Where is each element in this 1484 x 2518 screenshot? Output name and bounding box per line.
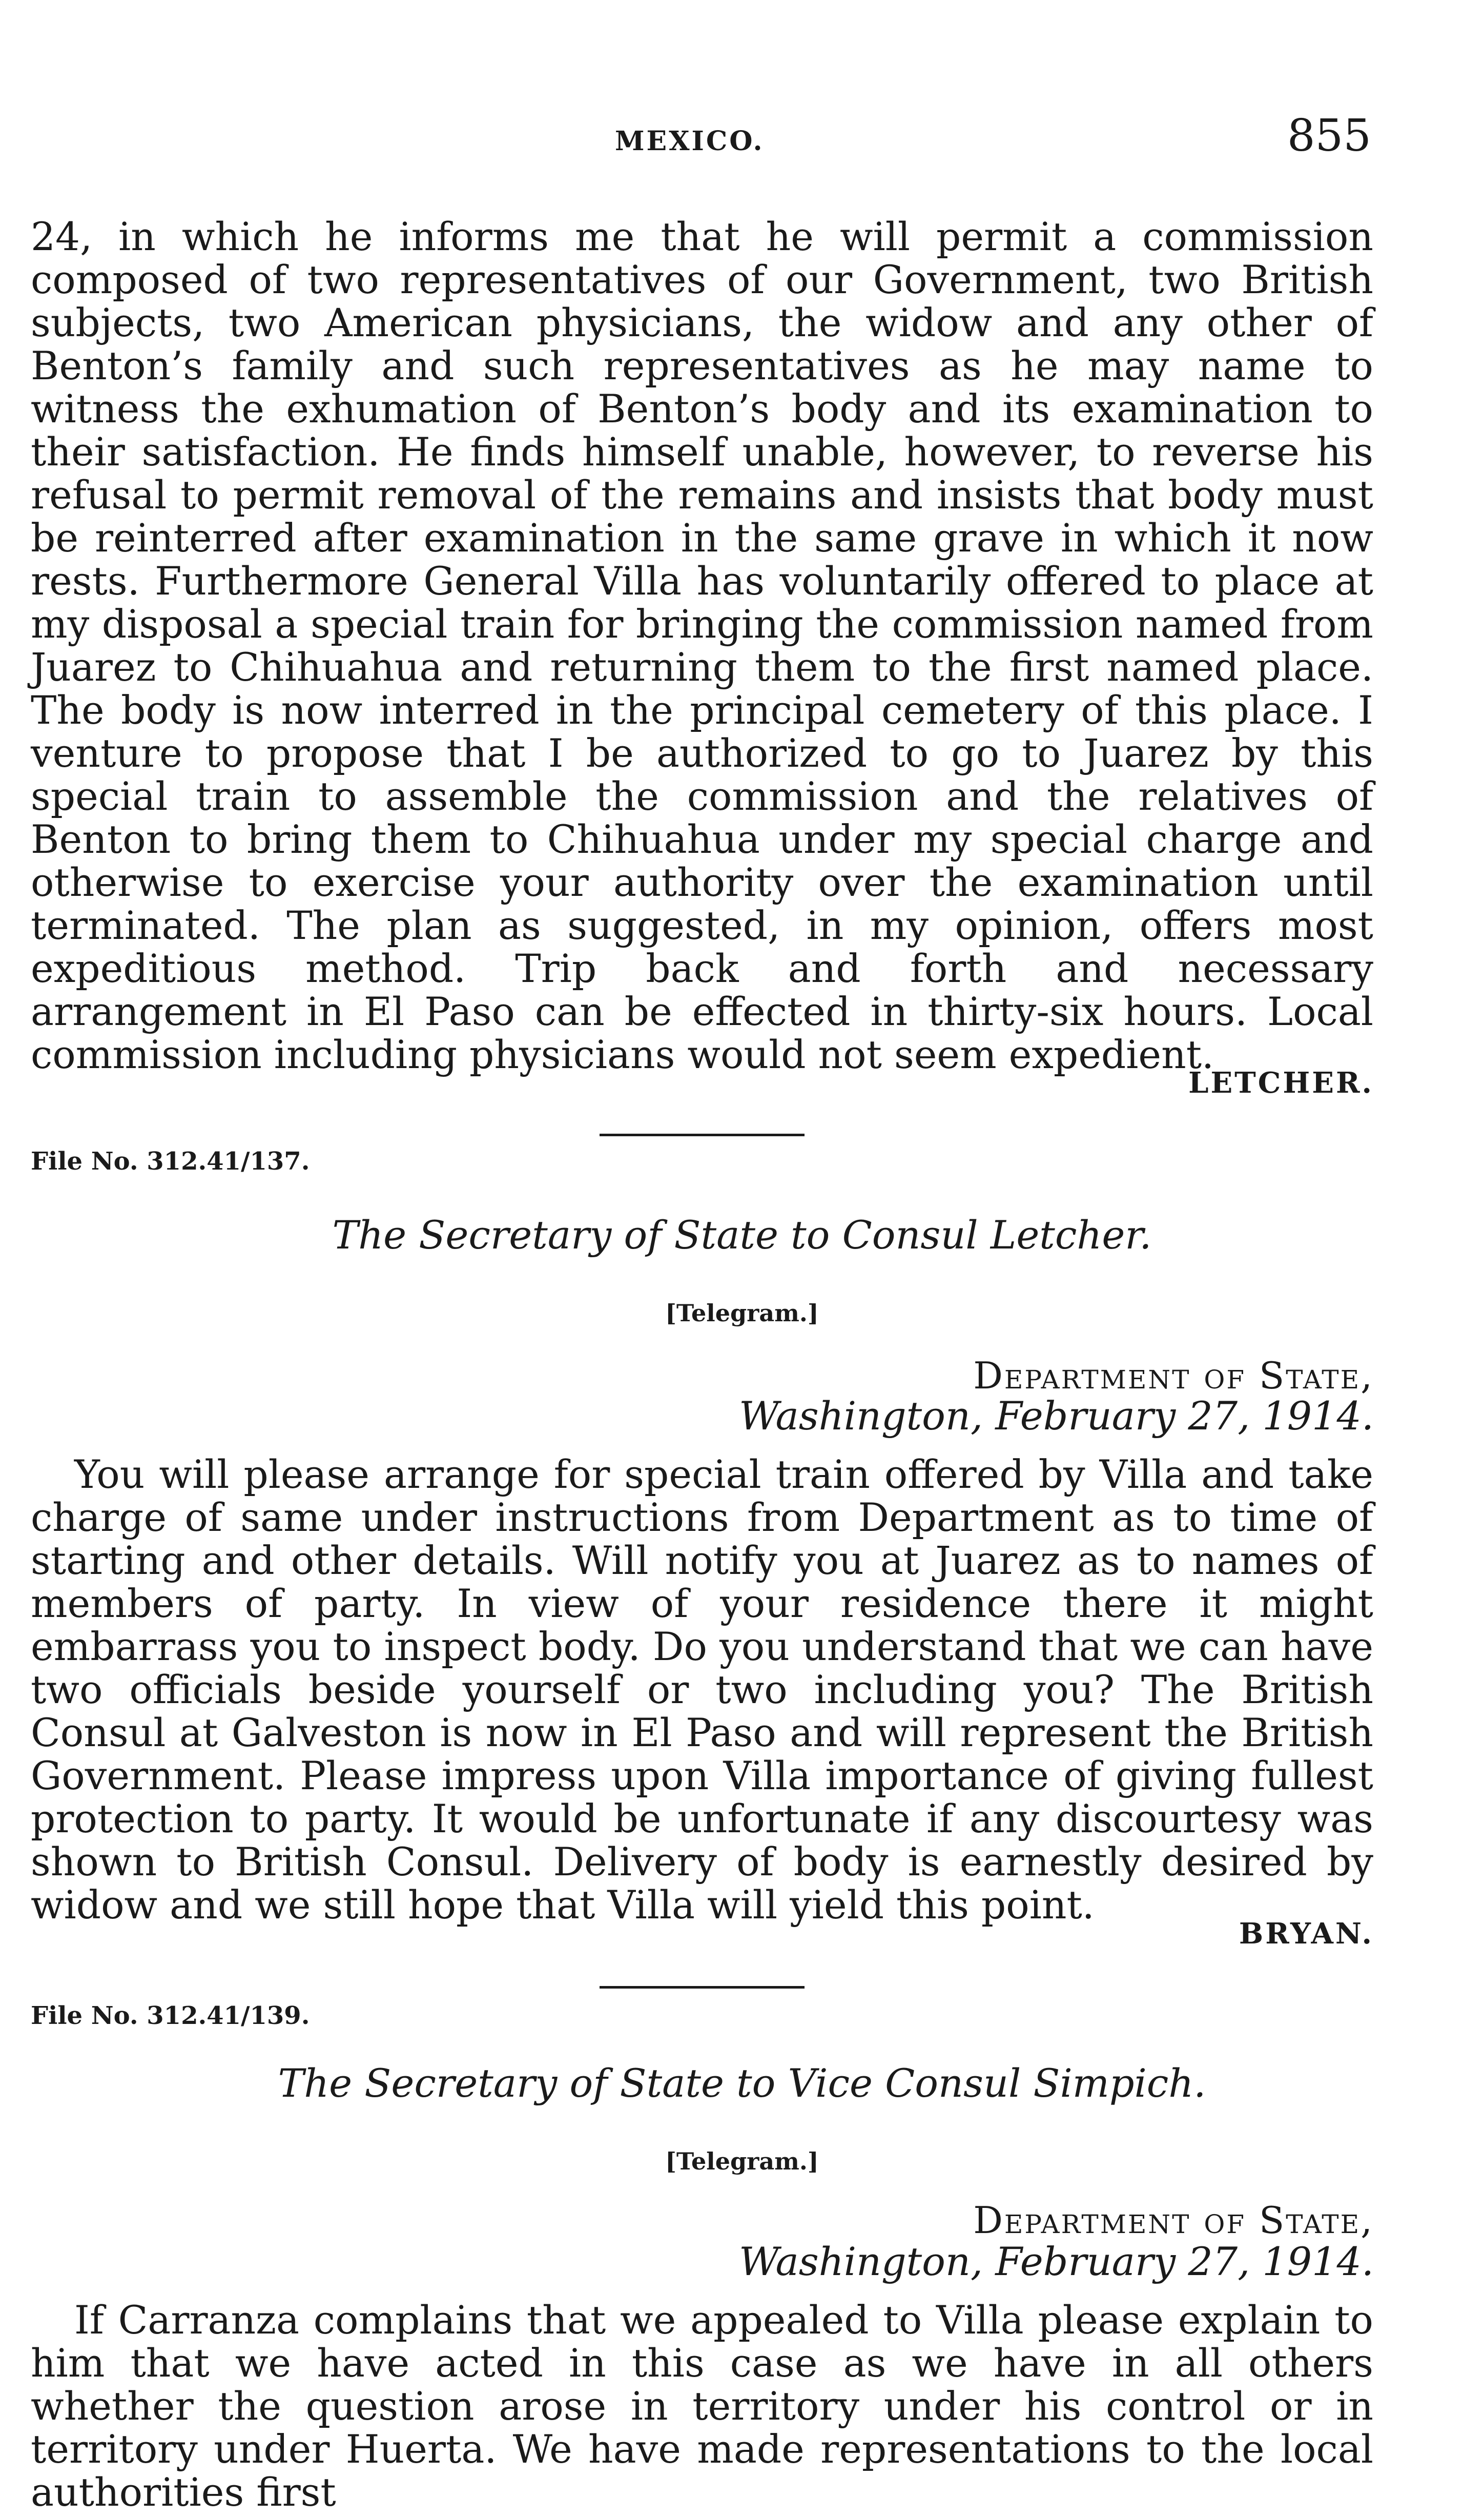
- file-number: File No. 312.41/139.: [31, 2001, 310, 2030]
- department-heading: Department of State,: [973, 1354, 1374, 1397]
- document-title: The Secretary of State to Vice Consul Simpich.: [278, 2060, 1206, 2106]
- dateline: Washington, February 27, 1914.: [738, 2239, 1374, 2284]
- file-number: File No. 312.41/137.: [31, 1147, 310, 1176]
- telegram-body: You will please arrange for special train offered by Villa and take charge of same under instructions from Department as to time of starting and other details. Will notify you at Juarez as to names of members of party. In view of your residence there it might embarrass you to inspect body. Do you understand that we can have two officials beside yourself or two including you? The British Consul at Galveston is now in El Paso and will represent the British Government. Please impress upon Villa importance of giving fullest protection to party. It would be unfortunate if any discourtesy was shown to British Consul. Delivery of body is earnestly desired by widow and we still hope that Villa will yield this point.: [31, 1452, 1373, 1928]
- telegram-label: [Telegram.]: [665, 2147, 819, 2175]
- signature-letcher: LETCHER.: [1188, 1066, 1374, 1100]
- page-number: 855: [1287, 110, 1371, 161]
- telegram-body: If Carranza complains that we appealed to Villa please explain to him that we have acted in this case as we have in all others whether the question arose in territory under his control or in territory under Huerta. We have made representations to the local authorities first: [31, 2298, 1373, 2515]
- telegram-label: [Telegram.]: [665, 1299, 819, 1327]
- signature-bryan: BRYAN.: [1239, 1917, 1374, 1951]
- section-divider: [600, 1986, 805, 1989]
- continuation-paragraph: 24, in which he informs me that he will permit a commission composed of two representatives of our Government, two British subjects, two American physicians, the widow and any other of Benton’s family and such representatives as he may name to witness the exhumation of Benton’s body and its examination to their satisfaction. He finds himself unable, however, to reverse his refusal to permit removal of the remains and insists that body must be reinterred after examination in the same grave in which it now rests. Furthermore General Villa has voluntarily offered to place at my disposal a special train for bringing the commission named from Juarez to Chihuahua and returning them to the first named place. The body is now interred in the principal cemetery of this place. I venture to propose that I be authorized to go to Juarez by this special train to assemble the commission and the relatives of Benton to bring them to Chihuahua under my special charge and otherwise to exercise your authority over the examination until terminated. The plan as suggested, in my opinion, offers most expeditious method. Trip back and forth and necessary arrangement in El Paso can be effected in thirty-six hours. Local commission including physicians would not seem expedient.: [31, 214, 1373, 1077]
- running-title: MEXICO.: [615, 126, 765, 157]
- dateline: Washington, February 27, 1914.: [738, 1393, 1374, 1439]
- section-divider: [600, 1134, 805, 1136]
- department-heading: Department of State,: [973, 2199, 1374, 2242]
- running-head: [0, 110, 1484, 161]
- document-title: The Secretary of State to Consul Letcher.: [332, 1212, 1152, 1258]
